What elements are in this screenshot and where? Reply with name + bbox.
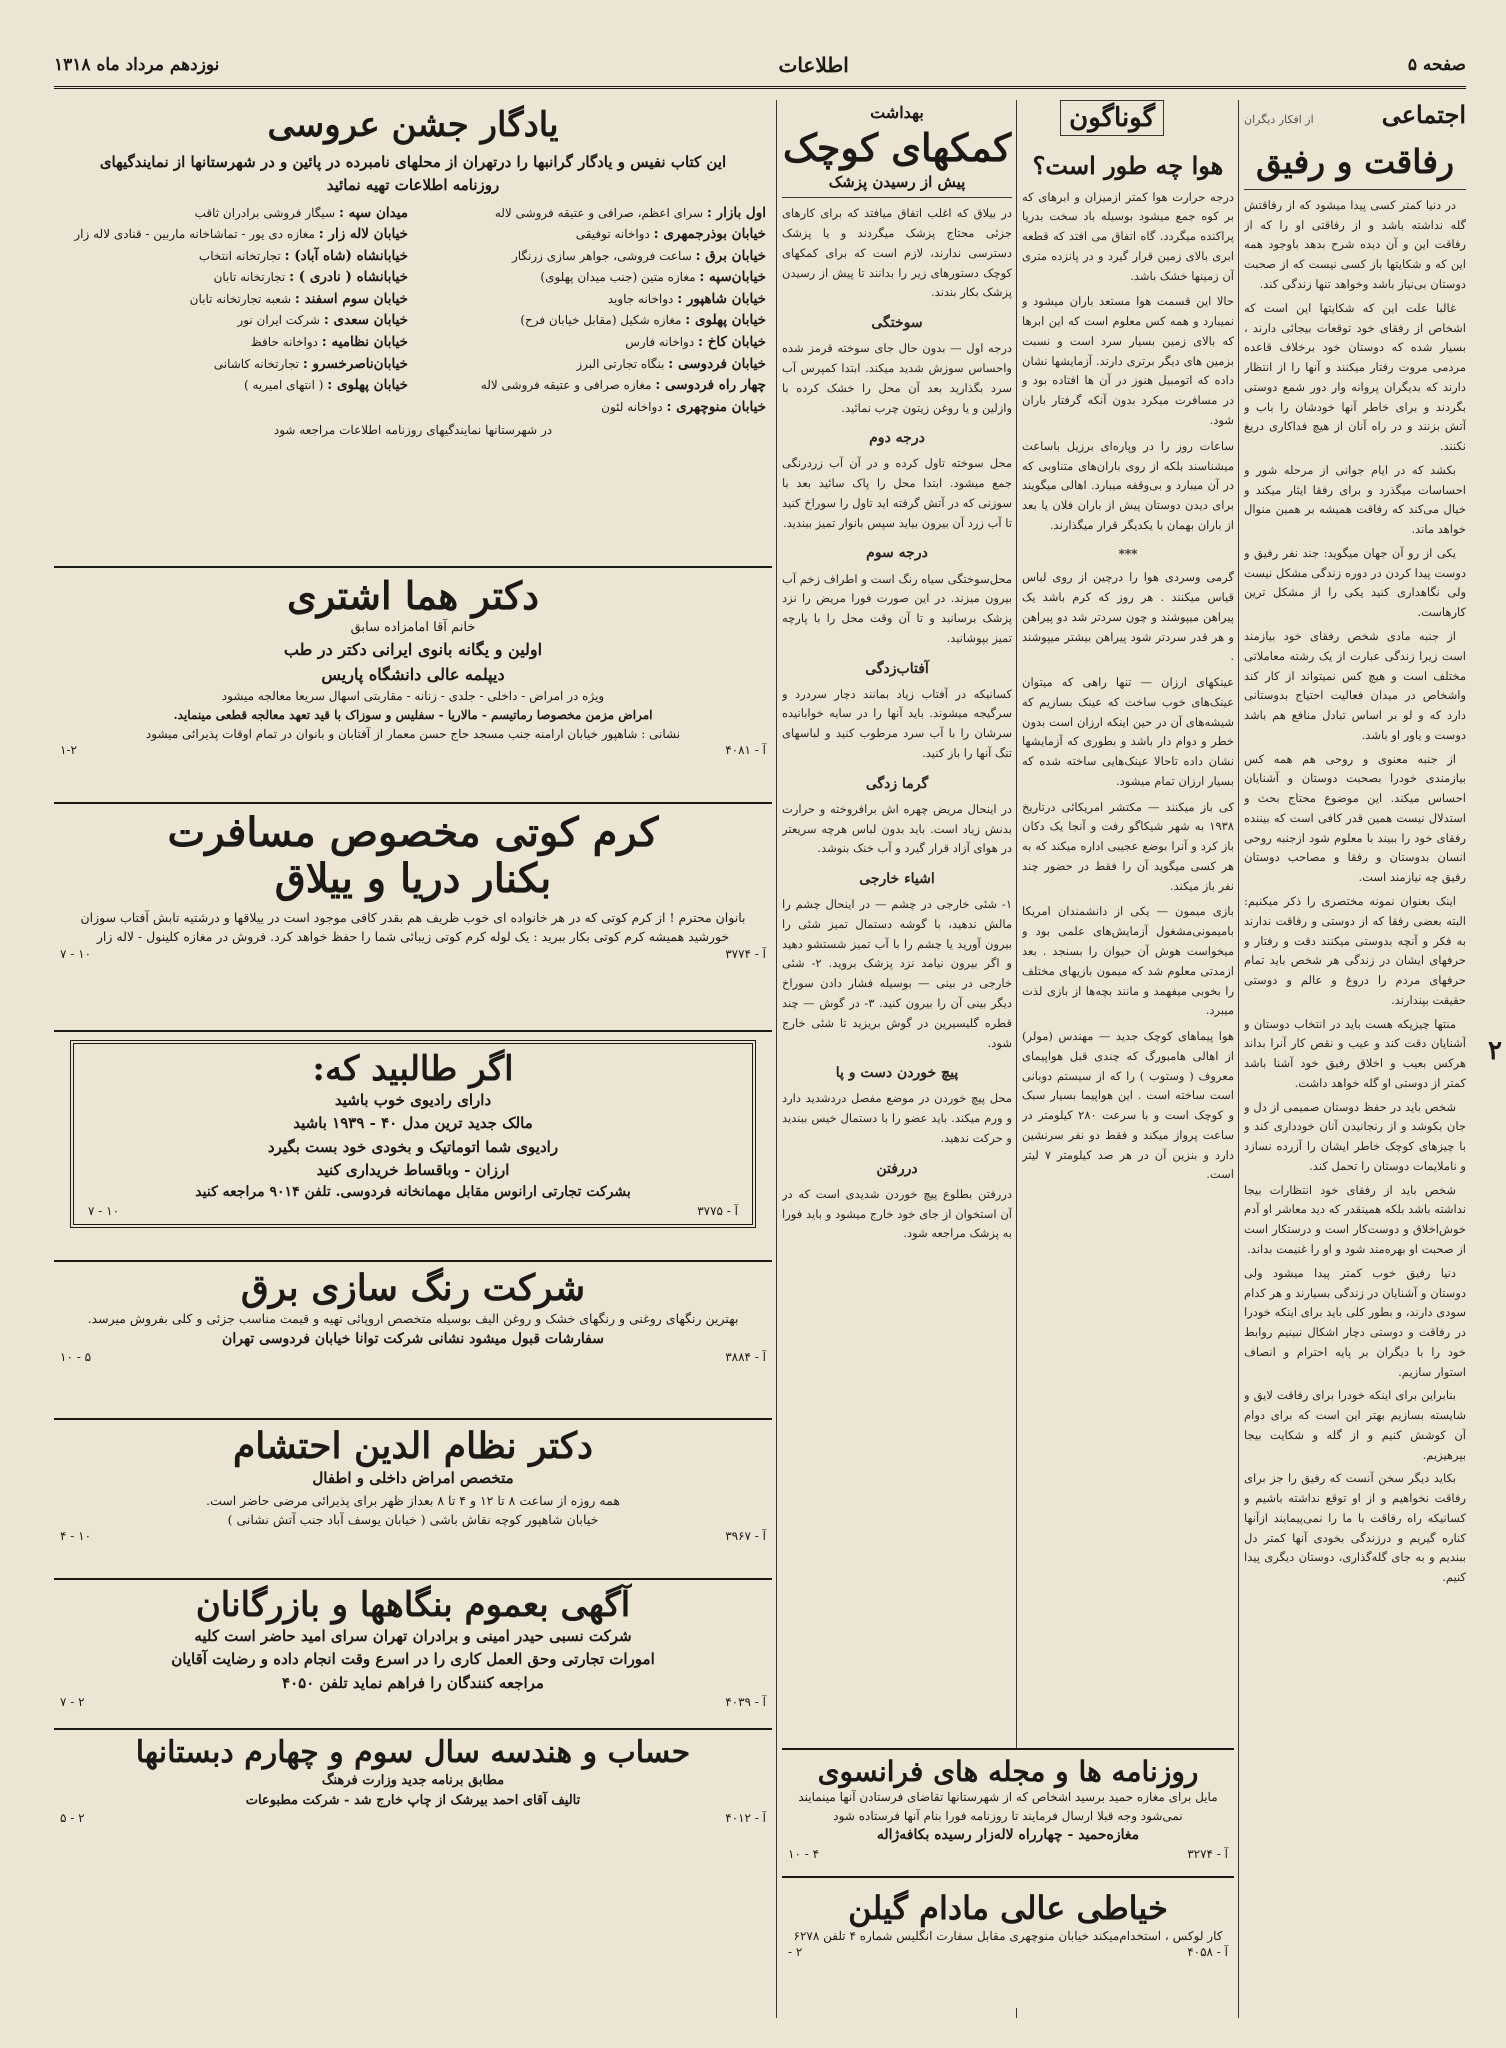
column-miscellany	[1022, 100, 1234, 2018]
ad-title: خیاطی عالی مادام گیلن	[848, 1889, 1168, 1927]
paragraph: بکاید دیگر سخن آنست که رفیق را جز برای رفاقت نخواهیم و از او توقع نداشته باشیم و کسانیکه راه رفاقت با ما را نمی‌پیمایند ازآنها کناره گیریم و درزندگی بخودی آنها کمتر دل ببندیم و به جای گله‌گذاری، دوستان دیگری پیدا کنیم.	[1244, 1471, 1466, 1585]
paragraph: از جنبه معنوی و روحی هم همه کس بیازمندی خودرا بصحبت دوستان و آشنایان احساس میکند. این موضوع محتاج بحث و استدلال نیست همین قدر کافی است که بیننده رفقای خود را ببیند با معلوم شود ازجنبه روحی انسان بدوستان و رفقا و مصاحب دوستان رفیق چه نیازمند است.	[1244, 751, 1466, 885]
article-title: کمکهای کوچک	[782, 125, 1012, 171]
paragraph: از جنبه مادی شخص رفقای خود بیازمند است زیرا زندگی عبارت از یک رشته معاملاتی مختلف است و هیچ کس نمیتواند از کار کند واشخاص در میدان فعالیت احتیاج بدوستانی دارد که و لو بر اساس تبادل منافع هم باشد دوست و یاور او باشد.	[1244, 629, 1466, 742]
ad-intro: این کتاب نفیس و یادگار گرانبها را درتهران از محلهای نامبرده در پائین و در شهرستانها از نمایندگیهای روزنامه اطلاعات تهیه نمائید	[99, 153, 727, 195]
subheading: سوختگی	[871, 315, 923, 332]
location-item: خیابان لاله زار : مغازه دی یور - تماشاخانه ماربین - قنادی لاله زار	[74, 226, 408, 243]
ad-reference: آ - ۳۹۶۷ ۱۰ - ۴	[60, 1529, 766, 1544]
ad-line: همه روزه از ساعت ۸ تا ۱۲ و ۴ تا ۸ بعداز ظهر برای پذیرائی مرضی حاضر است.	[206, 1492, 620, 1508]
paragraph: ساعات روز را در وپاره‌ای برزیل باساعت میشناسند بلکه از روی باران‌های متناوبی که در آن میبارد و بی‌وقفه میبارد. اهالی میگویند برای دیدن دوستان پیش از باران فلان یا بعد از باران بهمان با یکدیگر قرار میگذارند.	[1022, 438, 1234, 532]
ad-line: بشرکت تجارتی ارانوس مقابل مهمانخانه فردوسی. تلفن ۹۰۱۴ مراجعه کنید	[195, 1184, 631, 1201]
ad-line: امورات تجارتی وحق العمل کاری را در اسرع وقت انجام داده و رضایت آقایان	[171, 1650, 655, 1669]
ad-line: دارای رادیوی خوب باشید	[334, 1091, 492, 1110]
ad-title: بکنار دریا و ییلاق	[274, 855, 552, 902]
location-item: خیابان نظامیه : دواخانه حافظ	[250, 333, 408, 350]
paragraph: اینک بعنوان نمونه مختصری را ذکر میکنیم: البته بعضی رفقا که از دوستی و رفاقت ندارند به فکر و آنچه بدوستی میکنند دقت و رفتار و حرفهای ایشان در زندگی هر شخص باید تمام حرفهای مردم را دروغ و عالم و دوستی حقیقت بپندارند.	[1244, 893, 1466, 1007]
paragraph: کی باز میکنند — مکتشر امریکائی درتاریخ ۱۹۳۸ به شهر شیکاگو رفت و آنجا یک دکان باز کرد و آنرا بوضع عجیبی اداره میکند که به هر کسی میگوید آن را فقط در حضور چند نفر باز میکند.	[1022, 799, 1234, 893]
ad-paint	[54, 1262, 772, 1420]
ad-line: مطابق برنامه جدید وزارت فرهنگ	[321, 1772, 505, 1788]
ad-line: مالک جدید ترین مدل ۴۰ - ۱۹۳۹ باشید	[293, 1114, 533, 1133]
paragraph: در بیلاق که اغلب اتفاق میافتد که برای کارهای جزئی محتاج پزشک میگردند و یا پزشک دسترسی ندارند، لازم است که برای کمکهای کوچک دستورهای زیر را بدانند تا پیش از رسیدن پزشک بکار بندند.	[782, 206, 1012, 300]
paragraph: محل‌سوختگی سیاه رنگ است و اطراف زخم آب بیرون میزند. در این صورت فورا مریض را نزد پزشک برسانید و تا آن وقت محل را با پارچه تمیز بپوشانید.	[782, 571, 1012, 645]
ad-title: کرم کوتی مخصوص مسافرت	[167, 809, 659, 856]
paragraph: حالا این قسمت هوا مستعد باران میشود و نمیبارد و همه کس معلوم است که این ابرها که بالای زمین بسیار سرد است و نسبت بزمین های دیگر برتری دارند. آزمایشها نشان داده که اتومبیل هنوز در آن ها افتاده بود و در مسافرت میکرد بدون آنکه گرفتار باران شود.	[1022, 294, 1234, 428]
location-item: میدان سپه : سیگار فروشی برادران ثاقب	[194, 204, 408, 221]
location-item: خیابان فردوسی : بنگاه تجارتی البرز	[576, 355, 766, 372]
section-kicker: گوناگون	[1060, 100, 1164, 136]
section-kicker: اجتماعی	[1381, 100, 1466, 129]
ad-line: ارزان - وباقساط خریداری کنید	[316, 1160, 510, 1179]
article-title: هوا چه طور است؟	[1032, 151, 1224, 180]
location-item: خیابان بوذرجمهری : دواخانه توفیقی	[575, 226, 766, 243]
subheading: اشیاء خارجی	[859, 871, 935, 888]
column-rule	[1016, 100, 1017, 2018]
margin-mark: ۲	[1488, 1036, 1502, 1066]
column-rule	[776, 100, 777, 2018]
column-social	[1244, 100, 1466, 2018]
subheading: درجه دوم	[869, 430, 925, 447]
ad-french-papers	[782, 1750, 1234, 1878]
ad-text: مایل برای مغازه حمید برسید اشخاص که از شهرستانها تقاضای فرستادن آنها مینمایند نمی‌شود وجه قبلا ارسال فرمایند تا روزنامه فورا بنام آنها فرستاده شود	[798, 1790, 1218, 1823]
ad-text: بهترین رنگهای روغنی و رنگهای خشک و روغن الیف بوسیله متخصص اروپائی تهیه و قیمت مناسب جزئی و کلی بفروش میرسد.	[87, 1311, 739, 1327]
ad-line: ویژه در امراض - داخلی - جلدی - زنانه - مقاربتی اسهال سریعا معالجه میشود	[221, 689, 605, 704]
ad-title: دکتر نظام الدین احتشام	[232, 1425, 594, 1467]
ad-title: حساب و هندسه سال سوم و چهارم دبستانها	[135, 1735, 691, 1770]
ad-title: یادگار جشن عروسی	[267, 105, 559, 145]
location-item: اول بازار : سرای اعظم، صرافی و عتیقه فروشی لاله	[494, 204, 766, 221]
paragraph: ۱- شئی خارجی در چشم — در اینحال چشم را مالش ندهید، با گوشه دستمال تمیز شئی را بیرون آورید یا چشم را با آب تمیز شستشو دهید و اگر بیرون نیامد نزد پزشک بروید. ۲- شئی خارجی در بینی — بوسیله فشار دادن سوراخ دیگر بینی آن را بیرون کنید. ۳- در گوش — چند قطره گلیسیرین در گوش بریزید تا شئی خارج شود.	[782, 897, 1012, 1050]
bottom-ads	[782, 1748, 1234, 2008]
location-item: خیابان منوچهری : دواخانه لئون	[601, 398, 766, 415]
ad-title: دکتر هما اشتری	[286, 573, 540, 618]
ad-title: اگر طالبید که:	[312, 1049, 514, 1089]
newspaper-name: اطلاعات	[778, 53, 849, 77]
location-item: خیابان برق : ساعت فروشی، جواهر سازی زرنگار	[511, 247, 766, 264]
ad-doctor-homa	[54, 568, 772, 804]
ad-line: اولین و یگانه بانوی ایرانی دکتر در طب	[283, 639, 543, 659]
ad-reference: آ - ۳۲۷۴ ۴ - ۱۰	[788, 1847, 1228, 1862]
paragraph: هوا پیماهای کوچک جدید — مهندس (مولر) از اهالی هامبورگ که چندی قبل هواپیمای معروف ( وستوب ) را که از سیستم دوبانی است ساخته است . این هواپیما بسیار سبک و کوچک است و با سرعت ۲۸۰ کیلومتر در ساعت پرواز میکند و فقط دو نفر سرنشین دارد و بنزین آن در هر صد کیلومتر ۷ لیتر است.	[1022, 1029, 1234, 1182]
paragraph: یکی از رو آن جهان میگوید: جند نفر رفیق و دوست پیدا کردن در دوره زندگی مشکل نیست ولی نگاهداری کنید یکی را از مشکل ترین کارهاست.	[1244, 545, 1466, 620]
ad-title: روزنامه ها و مجله های فرانسوی	[817, 1755, 1199, 1788]
paragraph: غالبا علت این که شکایتها این است که اشخاص از رفقای خود توقعات بیجائی دارند ، بسیار شده که دوستان خود برخلاف قاعده مردمی مروت رفتار میکنند و آنها را از انتظار دارند که بدیگران پروانه وار دور شمع دوستی بگردند و برای خاطر آنها خودشان را باب و آتش بزنند و در راه آنان از هیچ فداکاری دریغ نکنند.	[1244, 300, 1466, 454]
paragraph: دنیا رفیق خوب کمتر پیدا میشود ولی دوستان و آشنایان در زندگی بسیارند و هر کدام سودی دارند، و بطور کلی باید برای اینکه خودرا در رفاقت و دوستی دچار اشکال نبینیم روابط خود را با دیگران بر پایه احترام و انصاف استوار سازیم.	[1244, 1265, 1466, 1379]
ad-line: مراجعه کنندگان را فراهم نماید تلفن ۴۰۵۰	[282, 1673, 544, 1692]
paragraph: بازی میمون — یکی از دانشمندان امریکا بامیمونی‌مشغول آزمایش‌های علمی بود و میخواست هوش آن حیوان را بسنجد . بعد ازمدتی معلوم شد که میمون بازیهای مختلف را بخوبی میفهمد و مانند بچه‌ها از بازی لذت میبرد.	[1022, 904, 1234, 1018]
paragraph: شخص باید در حفظ دوستان صمیمی از دل و جان بکوشد و از رنجانیدن آنان خودداری کند و با چیزهای کوچک خاطر ایشان را آزرده نسازد و ناملایمات دوستان را تحمل کند.	[1244, 1099, 1466, 1173]
paragraph: درجه حرارت هوا کمتر ازمیزان و ابرهای که بر کوه جمع میشود بوسیله باد سخت بدریا پراکنده میگردد. گاه اتفاق می افتد که قطعه ابری بالای زمین قرار گیرد و در پانزده متری آن زمینها خشک باشد.	[1022, 189, 1234, 283]
article-body	[782, 204, 1012, 1244]
ad-line: دیپلمه عالی دانشگاه پاریس	[321, 664, 505, 684]
subheading: گرما زدگی	[865, 775, 929, 792]
paragraph: عینکهای ارزان — تنها راهی که میتوان عینک‌های خوب ساخت که عینک بسازیم که شیشه‌های آن در حین اینکه ارزان است بدون خطر و دوام دار باشد و بطوری که آزمایشها نشان داده تاحالا عینک‌هایی ساخته شده که بسیار ارزان تمام میشود.	[1022, 675, 1234, 788]
ad-radio	[54, 1032, 772, 1262]
ad-reference: آ - ۳۷۷۵ ۱۰ - ۷	[88, 1203, 738, 1218]
location-item: خیابان‌ناصرخسرو : تجارتخانه کاشانی	[213, 355, 408, 372]
ad-line: خیابان شاهپور کوچه نقاش باشی ( خیابان یوسف آباد جنب آتش نشانی )	[227, 1512, 599, 1528]
ad-line: امراض مزمن مخصوصا رماتیسم - مالاریا - سفلیس و سوزاک با قید تعهد معالجه قطعی مینماید.	[173, 708, 653, 723]
page-number: صفحه ۵	[1407, 55, 1466, 75]
ad-text: بانوان محترم ! از کرم کوتی که در هر خانواده ای خوب ظریف هم بقدر کافی موجود است در ییلاقها و درشتیه تابش آفتاب سوزان خورشید همیشه کرم کوتی بکار ببرید : یک لوله کرم کوتی زیبائی شما را حفظ خواهد کرد. فروش در مغازه کلینول - لاله زار	[80, 910, 746, 945]
ad-cream	[54, 804, 772, 1032]
section-kicker: بهداشت	[870, 103, 924, 122]
ad-tailor	[782, 1878, 1234, 2008]
ad-line: متخصص امراض داخلی و اطفال	[312, 1469, 514, 1488]
ad-reference: آ - ۴۰۵۸ ۲ -	[788, 1945, 1228, 1960]
subheading: پیچ خوردن دست و پا	[835, 1065, 959, 1082]
masthead	[54, 44, 1466, 89]
paragraph: گرمی وسردی هوا را درچین از روی لباس قیاس میکنند . هر روز که کرم باشد یک پیراهن میپوشند و چون سردتر شد دو پیراهن و هر قدر سردتر شود پیراهن بیشتر میپوشند .	[1022, 570, 1234, 664]
ad-title: آگهی بعموم بنگاهها و بازرگانان	[195, 1585, 631, 1625]
location-item: خیابان سوم اسفند : شعبه تجارتخانه تابان	[189, 290, 408, 307]
issue-date: نوزدهم مرداد ماه ۱۳۱۸	[54, 55, 220, 75]
ad-reference: آ - ۳۸۸۴ ۵ - ۱۰	[60, 1350, 766, 1365]
paragraph: در دنیا کمتر کسی پیدا میشود که از رفاقتش گله نداشته باشد و از رفاقتی او را که از رفاقت این و آن دیده شرح بدهد باوجود همه این که و شکایتها باز کسی نیست که از صحبت دوستان بی‌نیاز باشد وخواهد تنها زندگی کند.	[1244, 197, 1466, 291]
ad-text: مغازه‌حمید - چهارراه لاله‌زار رسیده بکافه‌ژاله	[876, 1827, 1140, 1844]
section-note: از افکار دیگران	[1244, 113, 1314, 126]
ad-text: سفارشات قبول میشود نشانی شرکت توانا خیابان فردوسی تهران	[222, 1330, 604, 1347]
article-byline: پیش از رسیدن پزشک	[828, 173, 966, 192]
location-item: چهار راه فردوسی : مغازه صرافی و عتیقه فروشی لاله	[480, 377, 766, 394]
column-advertisements	[54, 100, 772, 2018]
location-item: خیابان سعدی : شرکت ایران نور	[237, 312, 408, 329]
location-item: خیابان‌سپه : مغازه متین (جنب میدان پهلوی)	[540, 269, 766, 286]
column-health	[782, 100, 1012, 2018]
ad-line: شرکت نسبی حیدر امینی و برادران تهران سرای امید حاضر است کلیه	[194, 1627, 632, 1646]
subheading: درجه سوم	[866, 545, 928, 562]
location-item: خیابان شاهپور : دواخانه جاوید	[607, 290, 766, 307]
paragraph: منتها چیزیکه هست باید در انتخاب دوستان و آشنایان دقت کند و عیب و نقص کار آنرا بداند هرکس بعیب و اخلاق رفیق خود آشنا باشد کمتر از دوستی او گله خواهد داشت.	[1244, 1016, 1466, 1090]
ad-frame	[70, 1040, 756, 1228]
paragraph: دررفتن بطلوع پیچ خوردن شدیدی است که در آن استخوان از جای خود خارج میشود و باید فورا به پزشک مراجعه شود.	[782, 1186, 1012, 1241]
ad-line: تالیف آقای احمد بیرشک از چاپ خارج شد - شرکت مطبوعات	[245, 1792, 581, 1808]
ad-title: شرکت رنگ سازی برق	[240, 1267, 586, 1309]
article-title: رفاقت و رفیق	[1255, 142, 1455, 181]
location-list	[60, 204, 766, 418]
paragraph: محل پیچ خوردن در موضع مفصل دردشدید دارد و ورم میکند. باید عضو را با دستمال خیس ببندید و حرکت ندهید.	[782, 1091, 1012, 1145]
ad-line: نشانی : شاهپور خیابان ارامنه جنب مسجد حاج حسن معمار از آفتابان و بانوان در تمام اوقات پذیرائی میشود	[145, 726, 681, 741]
article-body: درجه حرارت هوا کمتر ازمیزان و ابرهای که بر کوه جمع میشود بوسیله باد سخت بدریا پراکنده میگردد. گاه اتفاق می افتد که قطعه ابری بالای زمین قرار گیرد و در پانزده متری آن زمینها خشک باشد. حالا این قسمت هوا مستعد باران میشود و نمیبارد و همه کس معلوم است که این ابرها که بالای زمین بسیار سرد است و نسبت بزمین های دیگر برتری دارند. آزمایشها نشان داده که اتومبیل هنوز در آن ها افتاده بود و در مسافرت میکرد بدون آنکه گرفتار باران شود. ساعات روز را در وپاره‌ای برزیل باساعت میشناسند بلکه از روی باران‌های متناوبی که در آن میبارد و بی‌وقفه میبارد. اهالی میگویند برای دیدن دوستان پیش از باران فلان یا بعد از باران بهمان با یکدیگر قرار میگذارند. *** گرمی وسردی هوا را درچین از روی لباس قیاس میکنند . هر روز که کرم باشد یک پیراهن میپوشند و چون سردتر شد دو پیراهن و هر قدر سردتر شود پیراهن بیشتر میپوشند . عینکهای ارزان — تنها راهی که میتوان عینک‌های خوب ساخت که عینک بسازیم که شیشه‌های آن در حین اینکه ارزان است بدون خطر و دوام دار باشد و بطوری که آزمایشها نشان داده تاحالا عینک‌هایی ساخته شده که بسیار ارزان تمام میشود. کی باز میکنند — مکتشر امریکائی درتاریخ ۱۹۳۸ به شهر شیکاگو رفت و آنجا یک دکان باز کرد و آنرا بوضع عجیبی اداره میکند که به هر کسی میگوید آن را فقط در حضور چند نفر باز میکند. بازی میمون — یکی از دانشمندان امریکا بامیمونی‌مشغول آزمایش‌های علمی بود و میخواست هوش آن حیوان را بسنجد . بعد ازمدتی معلوم شد که میمون بازیهای مختلف را بخوبی میفهمد و مانند بچه‌ها از بازی لذت میبرد. هوا پیماهای کوچک جدید — مهندس (مولر) از اهالی هامبورگ که چندی قبل هواپیمای معروف ( وستوب ) را که از سیستم دوبانی است ساخته است . این هواپیما بسیار سبک و کوچک است و با سرعت ۲۸۰ کیلومتر در ساعت پرواز میکند و فقط دو نفر سرنشین دارد و بنزین آن در هر صد کیلومتر ۷ لیتر است.	[1022, 188, 1234, 1186]
column-rule	[1238, 100, 1239, 2018]
paragraph: شخص باید از رفقای خود انتظارات بیجا نداشته باشد بلکه همینقدر که دید معاشر او آدم خوش‌اخلاق و دوست‌کار است و درستکار است از صحبت او بهره‌مند شود و او را غنیمت بداند.	[1244, 1182, 1466, 1256]
subheading: آفتاب‌زدگی	[865, 660, 929, 677]
ad-line: رادیوی شما اتوماتیک و بخودی خود بست بگیرد	[267, 1137, 559, 1156]
ad-notice	[54, 1580, 772, 1730]
ad-text: کار لوکس ، استخدام‌میکند خیابان منوچهری مقابل سفارت انگلیس شماره ۴ تلفن ۶۲۷۸	[793, 1928, 1223, 1943]
location-item: خیابان کاخ : دواخانه فارس	[625, 333, 766, 350]
ad-reference: آ - ۳۷۷۴ ۱۰ - ۷	[60, 946, 766, 961]
location-item: خیابان پهلوی : مغازه شکیل (مقابل خیابان فرح)	[520, 312, 766, 329]
ad-footer: در شهرستانها نمایندگیهای روزنامه اطلاعات مراجعه شود	[273, 423, 553, 438]
ad-wedding	[54, 100, 772, 568]
paragraph: بکشد که در ایام جوانی از مرحله شور و احساسات میگذرد و برای رفقا ایثار میکند و خیال می‌کند که رفاقت همیشه بر همین منوال خواهد ماند.	[1244, 462, 1466, 537]
ad-line: خانم آقا امامزاده سابق	[350, 619, 476, 635]
article-body	[1244, 196, 1466, 1588]
ad-reference: آ - ۴۰۸۱ ۱-۲	[60, 743, 766, 758]
location-item: خیابان پهلوی : ( انتهای امیریه )	[244, 377, 408, 394]
ad-reference: آ - ۴۰۱۲ ۲ - ۵	[60, 1810, 766, 1825]
location-item: خیابانشاه (شاه آباد) : تجارتخانه انتخاب	[198, 247, 408, 264]
ad-doctor-nezam	[54, 1420, 772, 1580]
paragraph: بنابراین برای اینکه خودرا برای رفاقت لایق و شایسته بسازیم بهتر این است که برای دوام آن کوشش کنیم و از گله و شکایت بیجا بپرهیزیم.	[1244, 1388, 1466, 1462]
paragraph: کسانیکه در آفتاب زیاد بمانند دچار سردرد و سرگیجه میشوند. باید آنها را در سایه خوابانیده سرشان را با آب سرد مرطوب کنید و لباسهای تنگ آنها را باز کنید.	[782, 686, 1012, 760]
ad-reference: آ - ۴۰۳۹ ۲ - ۷	[60, 1694, 766, 1709]
paragraph: در اینحال مریض چهره اش برافروخته و حرارت بدنش زیاد است. باید بدون لباس هرچه سریعتر در هوای آزاد قرار گیرد و آب خنک بنوشد.	[782, 801, 1012, 856]
paragraph: درجه اول — بدون حال جای سوخته قرمز شده واحساس سوزش شدید میکند. ابتدا کمپرس آب سرد بگذارید بعد آن محل را خشک کرده با وازلین و یا روغن زیتون چرب نمائید.	[782, 341, 1012, 415]
subheading: دررفتن	[876, 1160, 918, 1177]
ad-math-book	[54, 1730, 772, 1854]
location-item: خیابانشاه ( نادری ) : تجارتخانه تابان	[213, 269, 408, 286]
paragraph: محل سوخته تاول کرده و در آن آب زردرنگی جمع میشود. ابتدا محل را پاک سائید بعد با سوزنی که در آتش گرفته اید تاول را سوراخ کنید تا آب زرد آن بیرون بیاید سپس بانوار تمیز ببندید.	[782, 456, 1012, 530]
